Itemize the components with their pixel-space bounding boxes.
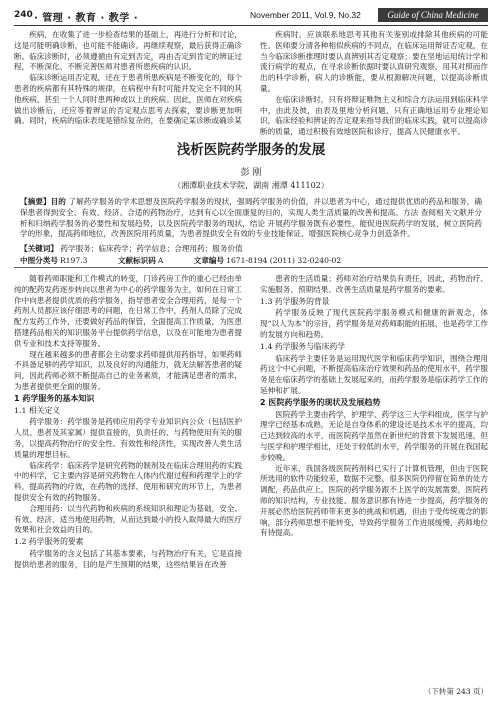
paragraph: 药学服务：药学服务是药师应用药学专业知识向公众（包括医护人员、患者及其家属）提供直接的，负责任的、与药物使用有关的服务，以提高药物治疗的安全性、有效性和经济性，实现改善人类生活质量的理想目标。	[14, 417, 242, 459]
doc-code-label: 文献标识码	[117, 256, 156, 265]
paragraph: 临床药学主要任务是运用现代医学和临床药学知识，围绕合理用药这个中心问题，不断提高临床治疗效果和药品的使用水平，药学服务是在临床药学的基础上发展起来的，而药学服务是临床药学工作的延伸和扩展。	[260, 353, 488, 395]
running-header	[14, 8, 488, 24]
section-heading: 1.1 相关定义	[14, 405, 61, 415]
paragraph: 医院药学主要由药学，护理学、药学这三大学科组成，医学与护理学已经基本成熟，无论是自身体系的建设还是技术水平的提高，均已达到较高的水平，而医院药学虽然在新世纪的背景下发展迅速，但与医学和护理学相比，还处于较低的水平，药学服务的开展在我国起步较晚。	[260, 409, 488, 462]
abstract	[20, 197, 482, 240]
section-heading: 1.2 药学服务的要素	[14, 537, 84, 547]
issue-info: November 2011, Vol.9, No.32	[250, 10, 361, 20]
section-heading: 2 医院药学服务的现状及发展趋势	[260, 397, 381, 407]
article-title: 浅析医院药学服务的发展	[176, 142, 326, 158]
paragraph: 在临床诊断时，只有将辩证唯物主义和综合方法运用到临床科学中，由此及彼，由表及里地分析问题，只有正确地运用专业理论知识，临床经验和辨证的否定观来指导我们的临床实践，就可以提高诊断的质量，通过积极有效地医院和诊疗，提高人民健康水平。	[260, 94, 488, 137]
section-heading: 1.4 药学服务与临床药学	[260, 341, 346, 351]
journal-name: Guide of China Medicine	[378, 8, 488, 22]
body-right-column	[260, 274, 488, 539]
section-heading: 1 药学服务的基本知识	[14, 393, 95, 403]
page-number: 240	[14, 10, 33, 20]
section-label: · 管理 · 教育 · 教学 ·	[34, 13, 139, 24]
paragraph: 疾病，在收集了进一步检查结果的基础上，再进行分析和讨论，这是可能明确诊断，也可能不能确诊。再继续观察，最后获得正确诊断。临床诊断时，必须遵循由有定到否定，再由否定到肯定的辨证过程，不断深化、不断完善医师对患者所患疾病的认识。	[14, 30, 242, 72]
previous-article-left-column	[14, 30, 242, 127]
abstract-text: 了解药学服务的学术思想及医院药学服务的现状，强调药学服务的价值，并以患者为中心，通过提供优质的药品和服务，确保患者得到安全、有效、经济、合适的药物治疗，达到有心以全面康复的目的，实现人类生活质量的改善和提高。方法 查阅相关文献并分析和归纳药学服务的必要性和发展趋势，以及医院药学服务的现状，结论 开展药学服务既有必要性，能促进医院药学的发展，树立医院药学的形象，提高药师地位，改善医院用药质量，为患者提供安全有效的专业技能保证、增强医院核心竞争力创造条件。	[20, 197, 483, 239]
paragraph: 药学服务的含义包括了其基本要素，与药物治疗有关，它是直接提供给患者的服务，目的是产生预期的结果，这些结果旨在改善	[14, 548, 242, 569]
article-number-label: 文章编号	[193, 256, 225, 265]
author-affiliation: （湘潭职业技术学院，湖南 湘潭 411102）	[173, 181, 329, 190]
doc-code-value: A	[157, 256, 164, 265]
paragraph: 疾病时，应该联系地思考其他有关鉴别或排除其他疾病的可能性。医师要分清各种相似疾病的不同点，在临床运用辩证否定观，在当今临床诊断推理时要认真辨别其否定观察；要在坚地运用统计学和流行病学的观点，在寻求诊断依据时要认真研究观察，用其对照而作出的科学诊断，病人的诊断能，要从根源解决问题，以提高诊断质量。	[260, 30, 488, 93]
keywords	[20, 243, 482, 254]
paragraph: 药学服务反映了现代医院药学服务模式和健康的新观念，体现“以人为本”的宗旨，药学服务是对药师职能的拓展，也是药学工作的发展方向和趋势。	[260, 308, 488, 339]
paragraph: 随着药师职能和工作模式的转变，门诊药房工作的重心已经由单纯的配药发药逐步转向以患者为中心的药学服务为主，如何在日常工作中向患者提供优质的药学服务，指导患者安全合理用药，是每一个药剂人员都应该仔细思考的问题，在日常工作中，药剂人员除了完成配方发药工作外，还要做好药品的保管，全面提高工作质量，为医患搭建药品相关的知识服务平台提供药学信息，以及在可能地为患者提供专业和技术支持等服务。	[14, 274, 242, 348]
section-heading: 1.3 药学服务的背景	[260, 296, 330, 306]
article-number-value: 1671-8194 (2011) 32-0240-02	[226, 256, 342, 265]
paragraph: 合理用药：以当代药物和疾病的系统知识和理论为基础，安全、有效、经济、适当地使用药物，从而达到最小的投入取得最大的医疗效果和社会效益的目的。	[14, 503, 242, 535]
keywords-label: 【关键词】	[20, 244, 58, 253]
paragraph: 患者的生活质量；药师对治疗结果负有责任，因此，药物治疗、实施服务、预期结果、改善生活质量是药学服务的要素。	[260, 274, 488, 294]
previous-article-right-column	[260, 30, 488, 138]
paragraph: 近年来，我国各级医院药剂科已实行了计算机管理，但由于医院所选用的软件功能较差，数据不完整，很多医院仍停留在简单的处方调配，药品供应上，医院的药学服务跟不上医学的发展需要，医院药师的知识结构，专业技能、服务意识都有待进一步提高，药学服务的开展必然给医院药师带来更多的挑战和机遇，但由于受传统观念的影响，部分药师思想不能转变，导致药学服务工作进展缓慢，药师地位有待提高。	[260, 463, 488, 538]
header-rule	[14, 25, 488, 26]
paragraph: 现在越来越多的患者都会主动要求药师提供用药指导，如果药师不具备足够的药学知识，以及良好的沟通能力，就无法解答患者的疑问，因此药师必须不断提高自己的业务素质，才能满足患者的需求，为患者提供更全面的服务。	[14, 349, 242, 391]
abstract-rule	[14, 267, 488, 268]
clc-label: 中图分类号	[20, 256, 58, 265]
paragraph: 临床药学：临床药学是研究药物的制剂及在临床合理用药的实践中的科学，它主要内容是研究药物在人体内代谢过程和药理学上的学科，提高药物的疗效，在药物的选择、使用和研究的环节上，为患者提供安全有效的药物服务。	[14, 460, 242, 502]
classification-line	[20, 255, 482, 266]
abstract-label: 【摘要】目的	[20, 197, 66, 206]
page	[14, 8, 488, 696]
author-name: 彭 刚	[240, 168, 262, 178]
clc-value: R197.3	[59, 256, 88, 265]
paragraph: 临床诊断运用否定观，还在于患者所患疾病是不断变化的，每个患者的疾病都有其特殊的规律，在病程中有时可能并发完全不同的其他疾病。甚至一个人同时患两种或以上的疾病。因此，医师在对疾病做出诊断后，还应等着辨证的否定观点思考去探索，要诊断更加明确。同时，疾病的临床表现是错综复杂的，在要确定某诊断或确诊某	[14, 73, 242, 126]
body-left-column	[14, 274, 242, 571]
continued-note: （下转第 243 页）	[423, 687, 488, 696]
keywords-text: 药学服务；临床药学；药学信息；合理用药；服务价值	[60, 244, 243, 253]
